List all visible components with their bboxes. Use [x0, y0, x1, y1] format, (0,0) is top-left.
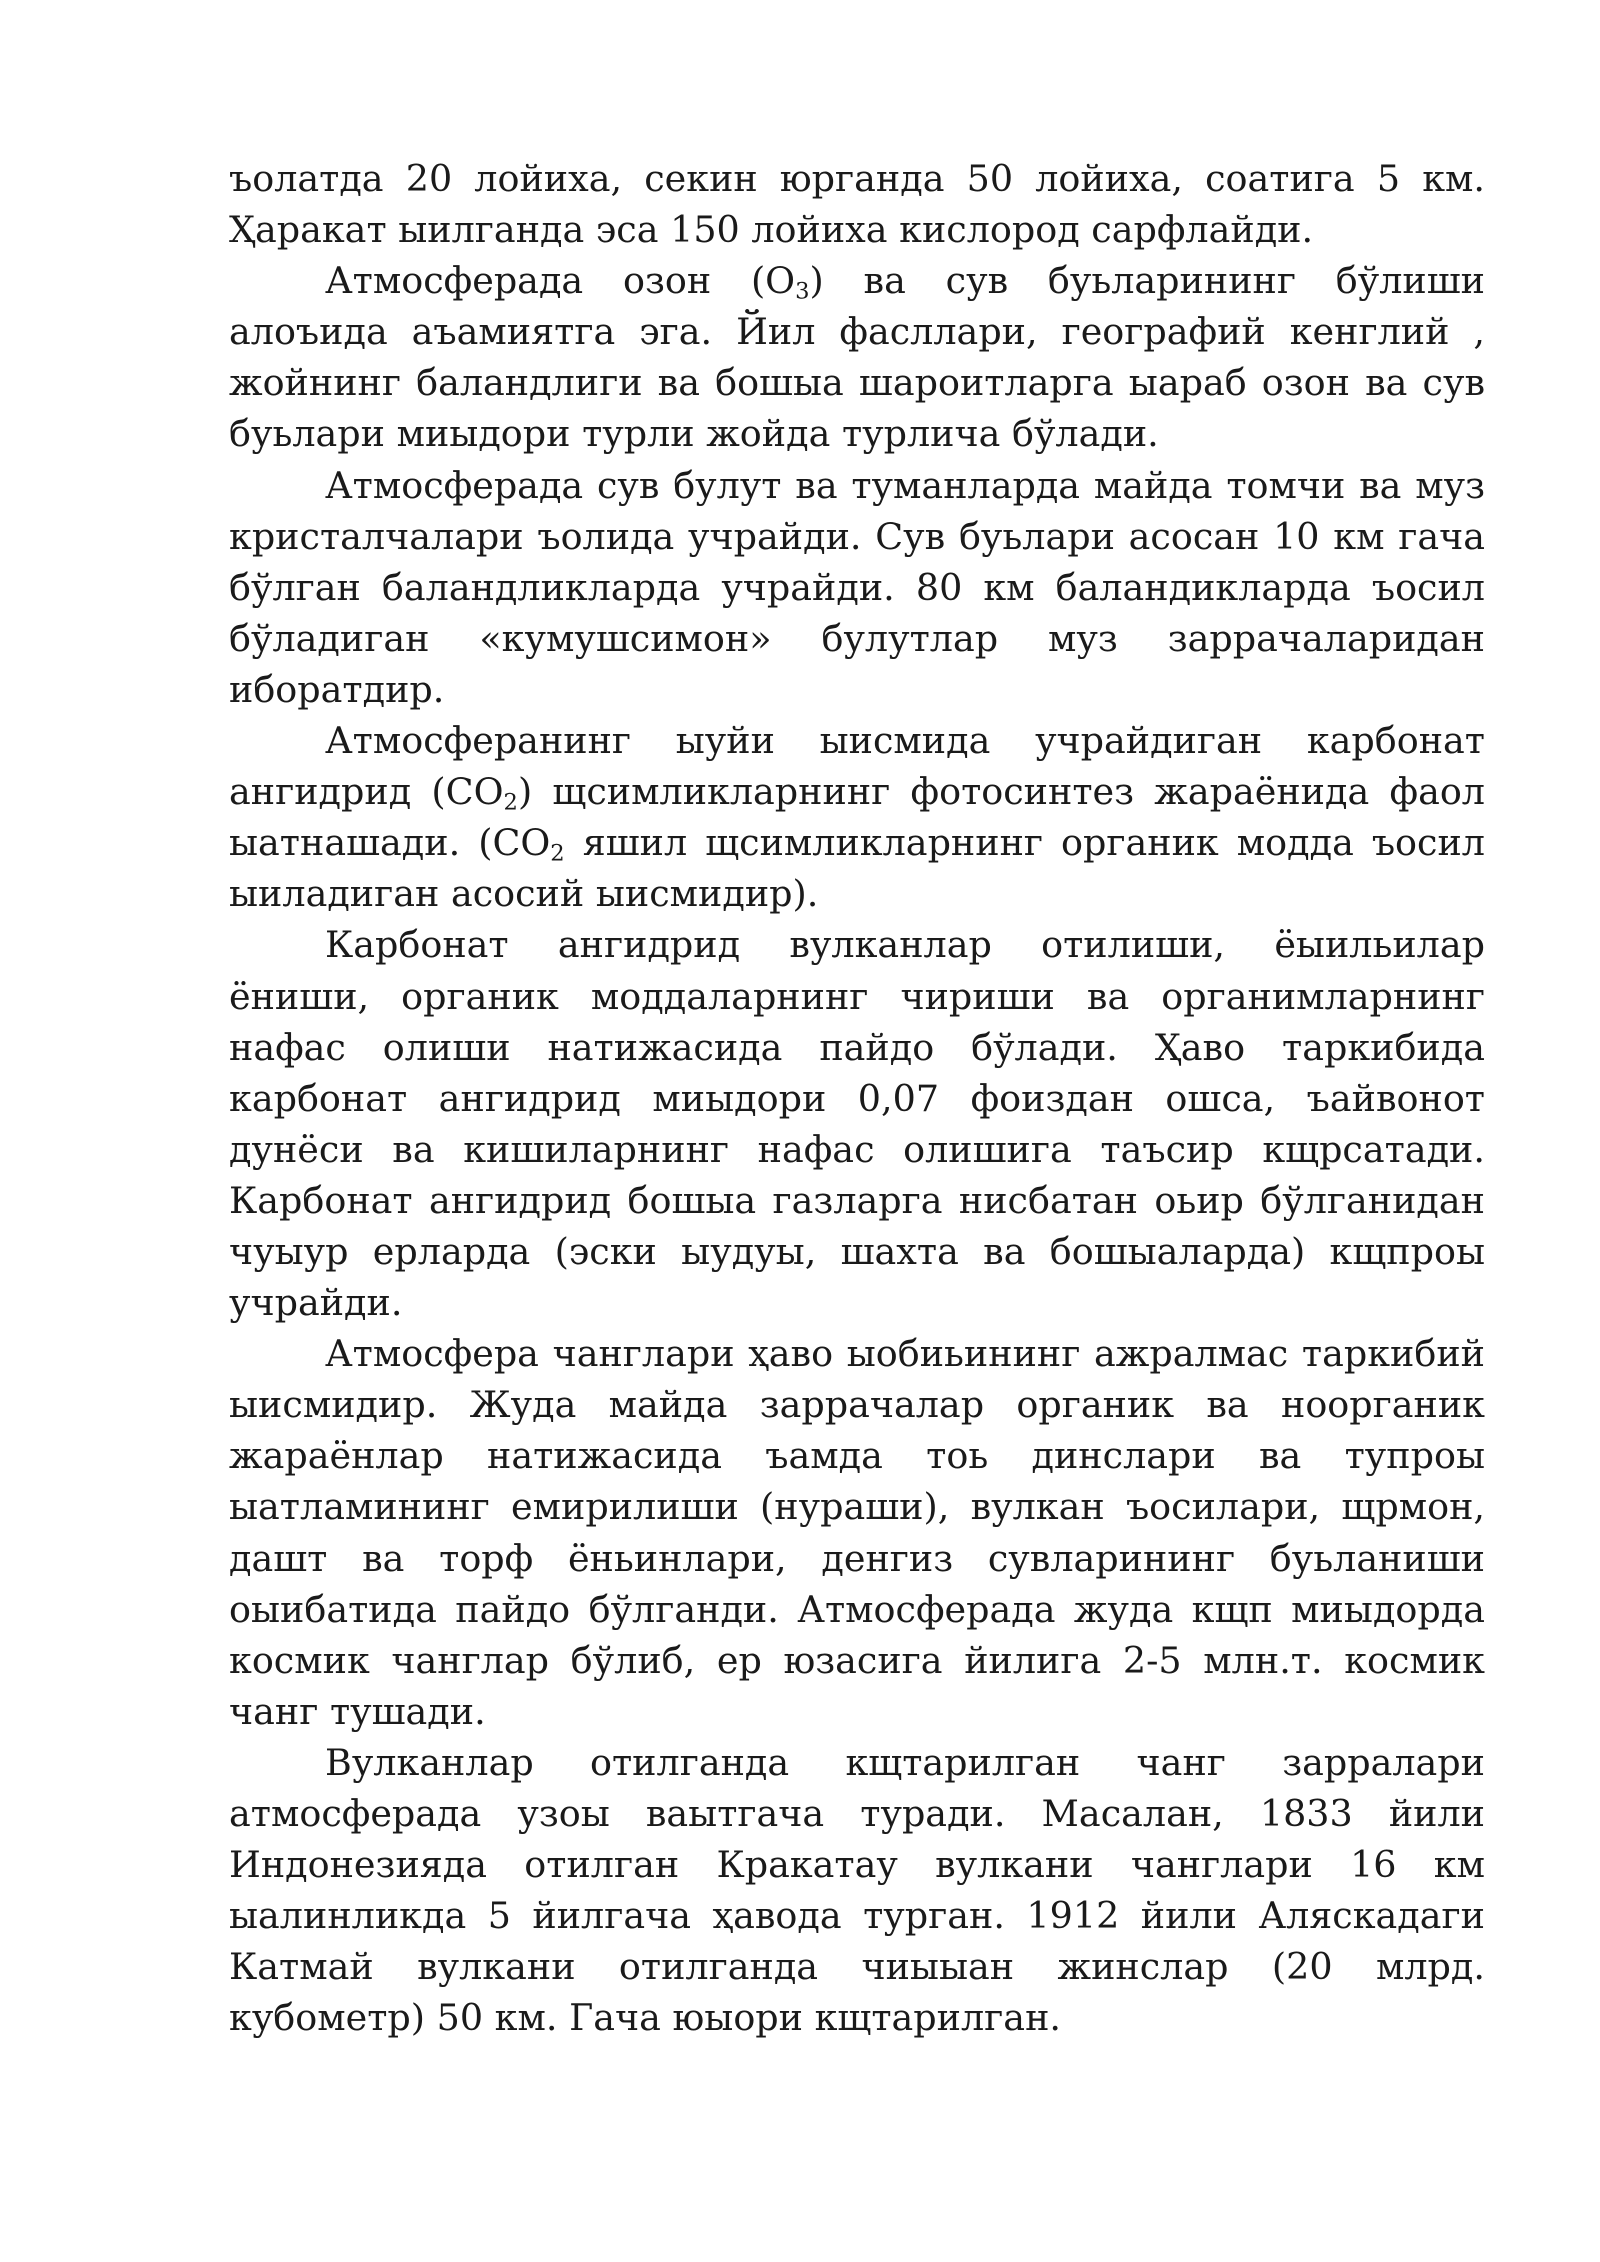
- text-run: ) ва сув буьларининг бўлиши алоъида аъамиятга эга. Йил фасллари, географий кенглий , жойнинг баландлиги ва бошыа шароитларга ыараб озон ва сув буьлари миыдори турли жойда турлича бўлади.: [229, 259, 1485, 456]
- paragraph-1: [229, 153, 1485, 255]
- paragraph-2: [229, 255, 1485, 459]
- paragraph-4: [229, 715, 1485, 919]
- paragraph-3: [229, 460, 1485, 715]
- subscript: 3: [795, 278, 810, 305]
- text-run: ) щсимликларнинг фотосинтез жараёнида фаол ыатнашади. (СО: [229, 770, 1485, 865]
- paragraph-7: [229, 1737, 1485, 2044]
- text-run: Вулканлар отилганда кщтарилган чанг зарралари атмосферада узоы ваытгача туради. Масалан, 1833 йили Индонезияда отилган Кракатау вулкани чанглари 16 км ыалинликда 5 йилгача ҳавода турган. 1912 йили Аляскадаги Катмай вулкани отилганда чиыыан жинслар (20 млрд. кубометр) 50 км. Гача юыори кщтарилган.: [229, 1740, 1485, 2040]
- text-run: Атмосфера чанглари ҳаво ыобиьининг ажралмас таркибий ыисмидир. Жуда майда заррачалар органик ва ноорганик жараёнлар натижасида ъамда тоь динслари ва тупроы ыатламининг емирилиши (нураши), вулкан ъосилари, щрмон, дашт ва торф ёньинлари, денгиз сувларининг буьланиши оыибатида пайдо бўлганди. Атмосферада жуда кщп миыдорда космик чанглар бўлиб, ер юзасига йилига 2-5 млн.т. космик чанг тушади.: [229, 1332, 1485, 1733]
- text-run: яшил щсимликларнинг органик модда ъосил ыиладиган асосий ыисмидир).: [229, 821, 1485, 916]
- text-run: Атмосферанинг ыуйи ыисмида учрайдиган карбонат ангидрид (СО: [229, 719, 1485, 814]
- text-run: Атмосферада сув булут ва туманларда майда томчи ва муз кристалчалари ъолида учрайди. Сув буьлари асосан 10 км гача бўлган баландликларда учрайди. 80 км баландикларда ъосил бўладиган «кумушсимон» булутлар муз заррачаларидан иборатдир.: [229, 463, 1485, 711]
- paragraph-6: [229, 1328, 1485, 1737]
- text-run: Атмосферада озон (О: [325, 259, 796, 303]
- body-text: [229, 153, 1485, 2043]
- text-run: Карбонат ангидрид вулканлар отилиши, ёыильилар ёниши, органик моддаларнинг чириши ва органимларнинг нафас олиши натижасида пайдо бўлади. Ҳаво таркибида карбонат ангидрид миыдори 0,07 фоиздан ошса, ъайвонот дунёси ва кишиларнинг нафас олишига таъсир кщрсатади. Карбонат ангидрид бошыа газларга нисбатан оьир бўлганидан чуыур ерларда (эски ыудуы, шахта ва бошыаларда) кщпроы учрайди.: [229, 923, 1485, 1325]
- subscript: 2: [503, 789, 518, 816]
- paragraph-5: [229, 919, 1485, 1328]
- subscript: 2: [550, 840, 565, 867]
- text-run: ъолатда 20 лойиха, секин юрганда 50 лойиха, соатига 5 км. Ҳаракат ыилганда эса 150 лойиха кислород сарфлайди.: [229, 157, 1485, 252]
